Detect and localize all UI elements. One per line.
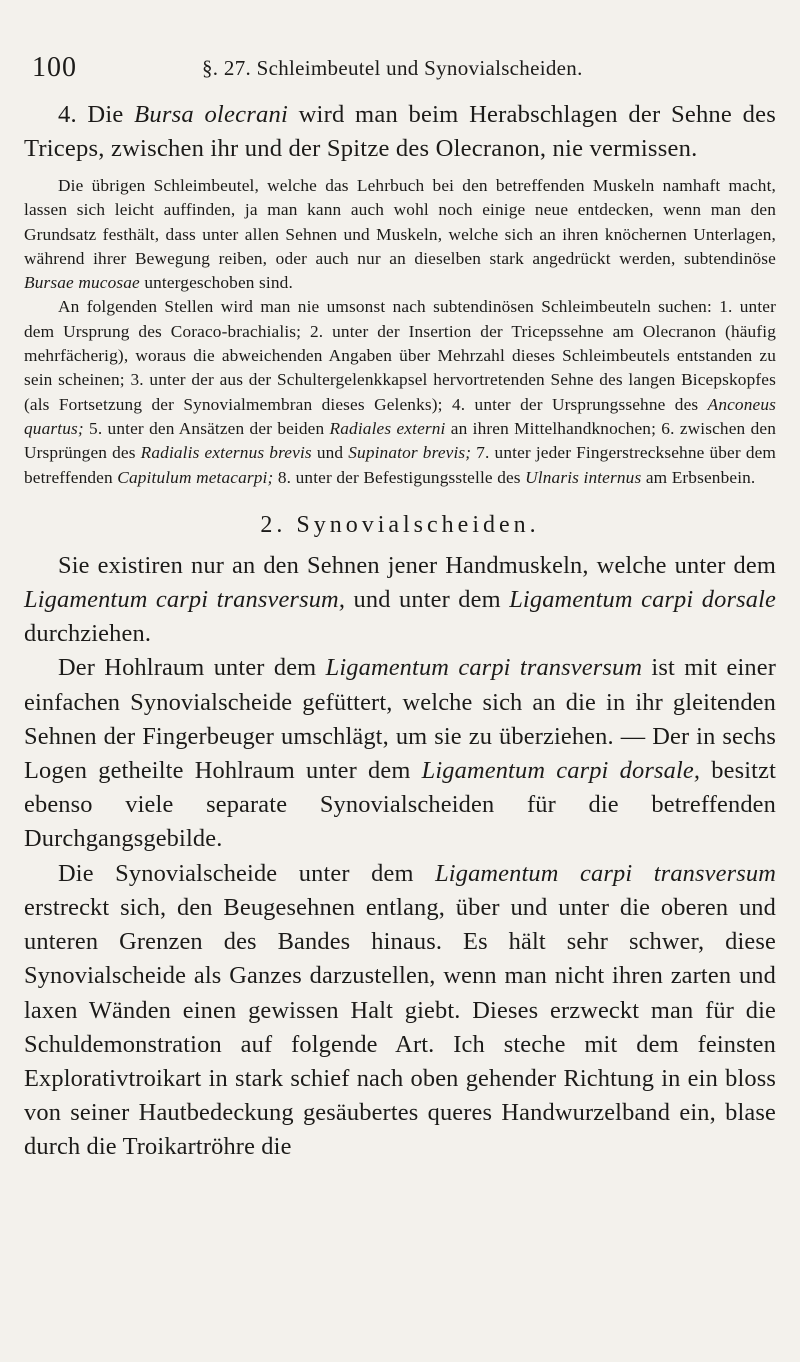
latin-term: Anconeus quartus; bbox=[24, 394, 776, 438]
latin-term: Capitulum metacarpi; bbox=[117, 467, 274, 487]
text-run: 7. unter jeder Fingerstrecksehne über dem betreffenden bbox=[24, 443, 777, 487]
text-run: am Erbsenbein. bbox=[641, 467, 756, 487]
section-heading: 2. Synovialscheiden. bbox=[260, 511, 540, 538]
running-head: §. 27. Schleimbeutel und Synovialscheiden. bbox=[202, 56, 583, 80]
text-run: 4. Die bbox=[58, 101, 135, 128]
latin-term: Ligamentum carpi transversum bbox=[325, 654, 643, 682]
paragraph-bursa-olecrani bbox=[24, 98, 776, 166]
paragraph-small-1 bbox=[24, 174, 776, 295]
text-run: ist mit einer einfachen Synovialscheide gefüttert, welche sich an die in ihr gleitenden Sehnen der Fingerbeuger umschlägt, um sie zu überziehen. — Der in sechs Logen getheilte Hohlraum unter dem bbox=[24, 654, 776, 785]
latin-term: Ligamentum carpi dorsale, bbox=[421, 757, 701, 785]
latin-term: Radialis externus brevis bbox=[140, 443, 312, 463]
text-run: Der Hohlraum unter dem bbox=[58, 654, 326, 682]
paragraph-small-2 bbox=[24, 295, 776, 489]
latin-term: Ligamentum carpi dorsale bbox=[509, 586, 776, 614]
latin-term: Supinator brevis; bbox=[348, 443, 472, 463]
text-run: und unter dem bbox=[345, 586, 510, 614]
text-run: Die übrigen Schleimbeutel, welche das Lehrbuch bei den betreffenden Muskeln namhaft macht, lassen sich leicht auffinden, ja man kann auch wohl noch einige neue entdecken, wenn man den Grundsatz festhält, dass unter allen Sehnen und Muskeln, welche sich an ihren knöchernen Unterlagen, während ihrer Bewegung reiben, oder auch nur an dieselben stark angedrückt werden, subtendinöse bbox=[24, 176, 776, 268]
text-run: 5. unter den Ansätzen der beiden bbox=[83, 418, 330, 438]
text-run: 8. unter der Befestigungsstelle des bbox=[273, 467, 526, 487]
paragraph-body-1 bbox=[24, 549, 776, 652]
text-run: durchziehen. bbox=[24, 620, 152, 648]
latin-term: Bursae mucosae bbox=[24, 273, 140, 293]
latin-term: Ligamentum carpi transversum, bbox=[24, 586, 346, 614]
text-run: An folgenden Stellen wird man nie umsonst nach subtendinösen Schleimbeuteln suchen: 1. unter dem Ursprung des Coraco-brachialis; 2. unter der Insertion der Tricepssehne am Olecranon (häufig mehrfächerig), woraus die abweichenden Angaben über Mehrzahl dieses Schleimbeutels entstanden zu sein scheinen; 3. unter der aus der Schultergelenkkapsel hervortretenden Sehne des langen Bicepskopfes (als Fortsetzung der Synovialmembran dieses Gelenks); 4. unter der Ursprungssehne des bbox=[24, 297, 776, 414]
latin-term: Radiales externi bbox=[329, 418, 446, 438]
text-run: erstreckt sich, den Beugesehnen entlang, über und unter die oberen und unteren Grenzen des Bandes hinaus. Es hält sehr schwer, diese Synovialscheide als Ganzes darzustellen, wenn man nicht ihren zarten und laxen Wänden einen gewissen Halt giebt. Dieses erzweckt man für die Schuldemonstration auf folgende Art. Ich steche mit dem feinsten Explorativtroikart in stark schief nach oben gehender Richtung in ein bloss von seiner Hautbedeckung gesäubertes queres Handwurzelband ein, blase durch die Troikartröhre die bbox=[24, 893, 776, 1161]
text-run: besitzt ebenso viele separate Synovialscheiden für die betreffenden Durchgangsgebilde. bbox=[24, 757, 777, 853]
text-run: Sie existiren nur an den Sehnen jener Handmuskeln, welche unter dem bbox=[58, 551, 776, 579]
page-header bbox=[24, 52, 776, 98]
text-run: an ihren Mittelhandknochen; 6. zwischen den Ursprüngen des bbox=[24, 418, 776, 463]
paragraph-body-3 bbox=[24, 857, 776, 1165]
text-run: Die Synovialscheide unter dem bbox=[58, 859, 436, 887]
text-run: untergeschoben sind. bbox=[139, 273, 293, 293]
latin-term: Bursa olecrani bbox=[134, 101, 288, 128]
latin-term: Ulnaris internus bbox=[525, 467, 642, 487]
text-run: und bbox=[311, 443, 349, 463]
page-number: 100 bbox=[32, 52, 77, 83]
paragraph-body-2 bbox=[24, 651, 776, 856]
text-run: wird man beim Herabschlagen der Sehne des Triceps, zwischen ihr und der Spitze des Olecranon, nie vermissen. bbox=[24, 101, 777, 162]
latin-term: Ligamentum carpi transversum bbox=[435, 859, 777, 887]
